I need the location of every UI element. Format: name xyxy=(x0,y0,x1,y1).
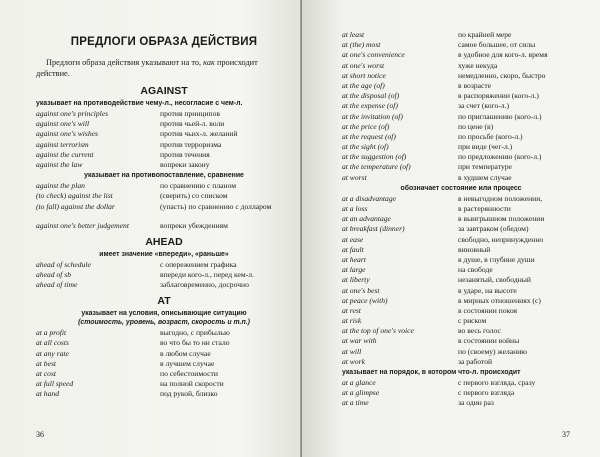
entry-english: at the request (of) xyxy=(342,131,396,141)
entry-row xyxy=(36,338,292,348)
entry-english: at the disposal (of) xyxy=(342,91,400,101)
entry-russian: в состоянии покоя xyxy=(458,305,517,315)
entry-english: at the temperature (of) xyxy=(342,162,411,172)
entry-russian: против течения xyxy=(160,149,210,159)
entry-russian: в невыгодном положении, xyxy=(458,193,543,203)
entry-row xyxy=(36,280,292,290)
entry-english: at a disadvantage xyxy=(342,193,396,203)
entry-russian: самое большее, от силы xyxy=(458,40,536,50)
entry-english: at short notice xyxy=(342,70,386,80)
subsection-label-note: (стоимость, уровень, возраст, скорость и т.п.) xyxy=(78,319,250,327)
entry-russian: по цене (в) xyxy=(458,121,494,131)
entry-english: at one's worst xyxy=(342,60,385,70)
subsection-label: указывает на порядок, в котором что-л. происходит xyxy=(342,369,521,376)
entry-row xyxy=(342,61,580,71)
entry-row xyxy=(342,173,580,183)
entry-russian: в любом случае xyxy=(160,348,211,358)
entry-russian: вопреки закону xyxy=(160,159,210,169)
entry-row xyxy=(342,81,580,91)
entry-russian: в мирных отношениях (с) xyxy=(458,295,541,305)
entry-row xyxy=(342,30,580,40)
entry-russian: при температуре xyxy=(458,162,512,172)
entry-english: at the top of one's voice xyxy=(342,326,414,336)
entry-row xyxy=(342,214,580,224)
entry-russian: за работой xyxy=(458,356,493,366)
entry-russian: за один раз xyxy=(458,398,494,408)
entry-english: at a glance xyxy=(342,378,376,387)
entry-row xyxy=(342,398,580,408)
entry-row xyxy=(36,160,292,170)
entry-row xyxy=(36,150,292,160)
entry-russian: с опережением графика xyxy=(160,259,237,269)
entry-russian: по крайней мере xyxy=(458,30,512,39)
entry-english: ahead of schedule xyxy=(36,259,91,269)
entry-russian: во что бы то ни стало xyxy=(160,338,230,348)
entry-english: against the plan xyxy=(36,181,85,191)
entry-english: at the age (of) xyxy=(342,80,385,90)
entry-english: at will xyxy=(342,346,362,356)
intro-text: Предлоги образа действия указывают на то, xyxy=(46,58,202,67)
entry-english: at peace (with) xyxy=(342,295,388,305)
entry-english: at cost xyxy=(36,369,57,378)
entry-russian: за счет (кого-л.) xyxy=(458,101,509,111)
entry-row xyxy=(342,378,580,388)
subsection-label: указывает на условия, описывающие ситуацию xyxy=(81,310,247,318)
entry-russian: при виде (чег-л.) xyxy=(458,142,513,152)
entry-russian: незанятый, свободный xyxy=(458,275,531,285)
subsection-label: указывает на противопоставление, сравнение xyxy=(84,172,244,180)
entry-row xyxy=(36,181,292,191)
entry-russian: в возрасте xyxy=(458,80,492,90)
entry-english: ahead of time xyxy=(36,280,78,290)
entry-english: at an advantage xyxy=(342,214,391,224)
entry-row xyxy=(36,191,292,201)
subsection-label: имеет значение «впереди», «раньше» xyxy=(99,250,229,258)
entry-russian: (упасть) по сравнению с долларом xyxy=(160,201,272,211)
entry-row xyxy=(36,359,292,369)
entry-russian: против чьей-л. воли xyxy=(160,119,225,129)
entry-english: at one's best xyxy=(342,285,380,295)
entry-russian: с риском xyxy=(458,316,487,326)
entry-russian: по себестоимости xyxy=(160,369,218,378)
entry-row xyxy=(36,369,292,379)
entry-english: against one's wishes xyxy=(36,129,98,139)
intro-emphasis: как xyxy=(203,58,215,67)
entry-russian: по просьбе (кого-л.) xyxy=(458,131,523,141)
entry-russian: вопреки убеждениям xyxy=(160,220,228,230)
entry-row xyxy=(36,129,292,139)
entry-english: at full speed xyxy=(36,379,74,389)
entry-row xyxy=(342,275,580,285)
entry-russian: на полной скорости xyxy=(160,379,224,389)
entry-row xyxy=(342,245,580,255)
entry-russian: немедленно, скоро, быстро xyxy=(458,70,546,80)
entry-english: against terrorism xyxy=(36,139,89,149)
entry-english: against the law xyxy=(36,159,83,169)
entry-english: at (the) most xyxy=(342,40,381,50)
entry-english: at ease xyxy=(342,234,364,244)
entry-english: at a glimpse xyxy=(342,388,380,398)
entry-english: at a loss xyxy=(342,204,368,213)
entry-english: against one's better judgement xyxy=(36,220,129,230)
entry-russian: в лучшем случае xyxy=(160,358,215,368)
entry-row xyxy=(342,316,580,326)
entry-english: at the suggestion (of) xyxy=(342,152,407,162)
entry-row xyxy=(36,119,292,129)
entry-russian: в душе, в глубине души xyxy=(458,254,535,264)
entry-row xyxy=(36,221,292,231)
entry-row xyxy=(36,379,292,389)
entry-russian: заблаговременно, досрочно xyxy=(160,280,249,290)
entry-russian: в растерянности xyxy=(458,204,511,213)
entry-row xyxy=(342,235,580,245)
page-number: 36 xyxy=(36,430,44,439)
entry-row xyxy=(36,140,292,150)
entry-russian: с первого взгляда xyxy=(458,388,515,398)
entry-row xyxy=(36,260,292,270)
entry-english: at hand xyxy=(36,389,59,399)
section-heading-at: AT xyxy=(157,295,171,308)
entry-english: (to fall) against the dollar xyxy=(36,201,115,211)
entry-russian: под рукой, близко xyxy=(160,389,218,399)
entry-russian: выгодно, с прибылью xyxy=(160,328,230,338)
page-number: 37 xyxy=(562,430,570,439)
entry-row xyxy=(342,152,580,162)
entry-english: at any rate xyxy=(36,348,69,358)
entry-russian: против терроризма xyxy=(160,139,222,149)
entry-english: at the invitation (of) xyxy=(342,111,403,121)
intro-paragraph xyxy=(36,57,292,79)
entry-row xyxy=(342,142,580,152)
entry-russian: во весь голос xyxy=(458,326,501,336)
entry-english: at war with xyxy=(342,336,377,346)
entry-english: against one's principles xyxy=(36,109,109,118)
entry-row xyxy=(342,255,580,265)
entry-russian: по приглашению (кого-л.) xyxy=(458,111,542,121)
page-title: ПРЕДЛОГИ ОБРАЗА ДЕЙСТВИЯ xyxy=(70,36,258,48)
entry-row xyxy=(342,112,580,122)
entry-row xyxy=(342,336,580,346)
entry-english: at a time xyxy=(342,398,369,408)
entry-russian: по (своему) желанию xyxy=(458,346,527,356)
entry-russian: против чьих-л. желаний xyxy=(160,129,238,139)
entry-row xyxy=(36,389,292,399)
entry-row xyxy=(342,91,580,101)
entry-russian: виновный xyxy=(458,244,491,254)
entry-russian: в распоряжении (кого-л.) xyxy=(458,91,539,101)
entry-row xyxy=(342,296,580,306)
entry-russian: за завтраком (обедом) xyxy=(458,224,529,234)
entry-row xyxy=(342,224,580,234)
entry-row xyxy=(342,204,580,214)
entry-english: at risk xyxy=(342,316,362,326)
entry-russian: в худшем случае xyxy=(458,172,512,182)
entry-row xyxy=(342,347,580,357)
entry-english: at worst xyxy=(342,172,367,182)
entry-row xyxy=(342,357,580,367)
entry-english: against the current xyxy=(36,149,94,159)
section-heading-ahead: AHEAD xyxy=(145,235,183,248)
entry-russian: в удобное для кого-л. время xyxy=(458,50,548,60)
entry-row xyxy=(342,122,580,132)
entry-english: at the price (of) xyxy=(342,121,390,131)
entry-english: at rest xyxy=(342,305,361,315)
entry-english: at a profit xyxy=(36,328,67,338)
entry-english: against one's will xyxy=(36,119,90,129)
entry-russian: (сверить) со списком xyxy=(160,191,228,201)
entry-english: (to check) against the list xyxy=(36,191,113,201)
entry-russian: на свободе xyxy=(458,265,493,275)
entry-row xyxy=(342,162,580,172)
entry-russian: в ударе, на высоте xyxy=(458,285,517,295)
entry-english: at breakfast (dinner) xyxy=(342,224,405,234)
entry-russian: в состоянии войны xyxy=(458,336,520,346)
entry-english: at one's convenience xyxy=(342,50,405,60)
intro-end: происходит действие. xyxy=(36,58,258,78)
entry-english: at large xyxy=(342,265,366,275)
entry-english: at heart xyxy=(342,254,366,264)
entry-row xyxy=(36,349,292,359)
entry-english: at liberty xyxy=(342,275,370,285)
entry-row xyxy=(36,328,292,338)
entry-row xyxy=(36,202,292,221)
entry-row xyxy=(342,132,580,142)
entry-row xyxy=(342,326,580,336)
entry-english: at the expense (of) xyxy=(342,101,398,111)
entry-russian: впереди кого-л., перед кем-л. xyxy=(160,269,254,279)
entry-row xyxy=(342,286,580,296)
entry-row xyxy=(342,306,580,316)
entry-row xyxy=(342,50,580,60)
entry-english: at all costs xyxy=(36,338,69,348)
right-page xyxy=(302,0,600,457)
entry-english: ahead of sb xyxy=(36,269,72,279)
entry-russian: в выигрышном положении xyxy=(458,214,545,224)
entry-row xyxy=(342,71,580,81)
entry-english: at least xyxy=(342,30,365,39)
entry-row xyxy=(342,265,580,275)
entry-english: at best xyxy=(36,358,57,368)
entry-russian: хуже некуда xyxy=(458,60,498,70)
entry-english: at the sight (of) xyxy=(342,142,389,152)
entry-russian: против принципов xyxy=(160,109,220,118)
subsection-label: обозначает состояние или процесс xyxy=(400,184,522,192)
entry-english: at work xyxy=(342,356,365,366)
entry-russian: по предложению (кого-л.) xyxy=(458,152,542,162)
entry-row xyxy=(342,40,580,50)
subsection-label: указывает на противодействие чему-л., несогласие с чем-л. xyxy=(36,100,243,107)
entry-row xyxy=(36,270,292,280)
entry-russian: свободно, непринужденно xyxy=(458,234,544,244)
entry-row xyxy=(342,388,580,398)
entry-row xyxy=(342,101,580,111)
entry-russian: по сравнению с планом xyxy=(160,181,237,191)
entry-english: at fault xyxy=(342,244,364,254)
entry-russian: с первого взгляда, сразу xyxy=(458,378,536,387)
entry-row xyxy=(342,194,580,204)
entry-row xyxy=(36,109,292,119)
section-heading-against: AGAINST xyxy=(140,85,188,97)
